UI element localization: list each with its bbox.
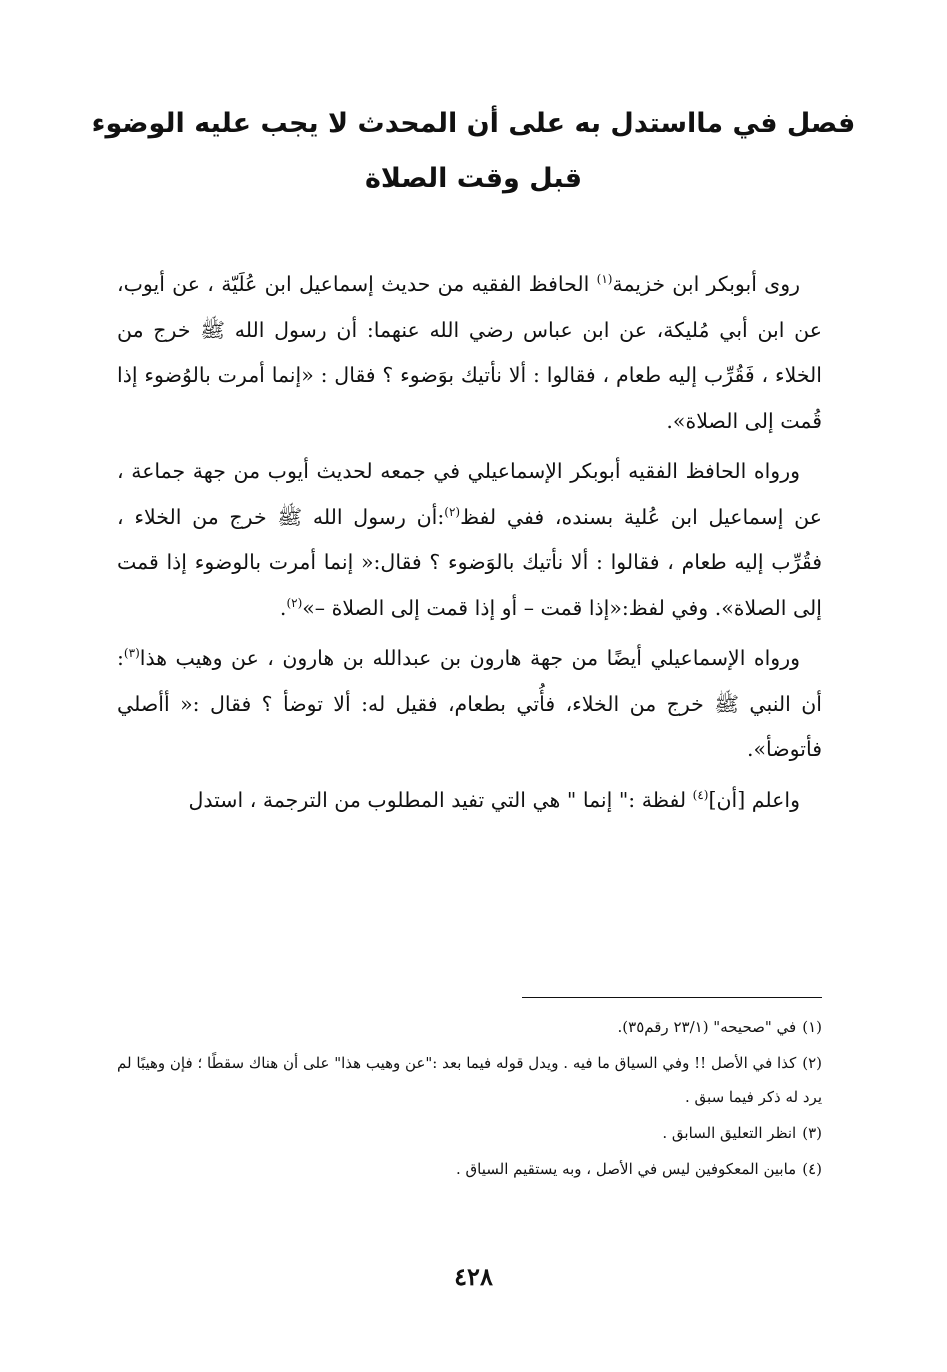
footnote-separator <box>522 997 822 998</box>
paragraph-text: : أن النبي ﷺ خرج من الخلاء، فأُتي بطعام، فقيل له: ألا توضأ ؟ فقال :« أأصلي فأتوضأ». <box>117 646 822 761</box>
footnote-4 <box>117 1152 822 1186</box>
chapter-title <box>80 96 867 206</box>
chapter-title-line-1: فصل في مااستدل به على أن المحدث لا يجب عليه الوضوء <box>91 108 856 139</box>
paragraph-text: روى أبوبكر ابن خزيمة <box>612 272 801 296</box>
paragraph-text: الحافظ الفقيه من حديث إسماعيل ابن عُلَيّة ، عن أيوب، عن ابن أبي مُليكة، عن ابن عباس رضي الله عنهما: أن رسول الله ﷺ خرج من الخلاء ، فَقُرِّب إليه طعام ، فقالوا : ألا نأتيك بوَضوء ؟ فقال : «إنما أمرت بالوُضوء إذا قُمت إلى الصلاة». <box>117 272 822 433</box>
paragraph-text: :أن رسول الله ﷺ خرج من الخلاء ، فقُرِّب إليه طعام ، فقالوا : ألا نأتيك بالوَضوء ؟ فقال:« إنما أمرت بالوضوء إذا قمت إلى الصلاة». وفي لفظ:«إذا قمت – أو إذا قمت إلى الصلاة –» <box>117 504 822 620</box>
paragraph-text: لفظة :" إنما " هي التي تفيد المطلوب من الترجمة ، استدل <box>188 787 693 812</box>
footnote-3 <box>117 1116 822 1150</box>
footnote-reference: (٣) <box>123 646 140 661</box>
page-number: ٤٢٨ <box>454 1262 493 1291</box>
paragraph-4 <box>117 778 822 824</box>
paragraph-text: ورواه الإسماعيلي أيضًا من جهة هارون بن عبدالله بن هارون ، عن وهيب هذا <box>139 646 800 670</box>
footnote-reference: (٤) <box>692 787 709 802</box>
chapter-title-line-2: قبل وقت الصلاة <box>364 163 583 194</box>
paragraph-text: واعلم [أن] <box>708 787 800 812</box>
paragraph-2 <box>117 449 822 631</box>
footnote-reference: (١) <box>596 272 613 287</box>
paragraph-3 <box>117 636 822 773</box>
paragraph-text: ورواه الحافظ الفقيه أبوبكر الإسماعيلي في جمعه لحديث أيوب من جهة جماعة ، عن إسماعيل ابن عُلية بسنده، ففي لفظ <box>117 459 823 529</box>
footnote-2 <box>117 1046 822 1114</box>
paragraph-text: . <box>279 595 287 620</box>
body-text <box>117 262 822 828</box>
footnote-marker: (١) <box>802 1018 822 1036</box>
paragraph-1 <box>117 262 822 444</box>
footnote-marker: (٣) <box>802 1124 822 1142</box>
footnote-text: كذا في الأصل !! وفي السياق ما فيه . ويدل قوله فيما بعد :"عن وهيب هذا" على أن هناك سقطًا ؛ فإن وهيبًا لم يرد له ذكر فيما سبق . <box>117 1054 822 1106</box>
footnote-text: مابين المعكوفين ليس في الأصل ، وبه يستقيم السياق . <box>455 1160 797 1178</box>
footnotes <box>117 1010 822 1188</box>
footnote-marker: (٢) <box>802 1054 822 1072</box>
footnote-text: انظر التعليق السابق . <box>662 1124 797 1142</box>
footnote-marker: (٤) <box>802 1160 822 1178</box>
footnote-1 <box>117 1010 822 1044</box>
footnote-reference: (٢) <box>444 504 461 519</box>
footnote-text: في "صحيحه" (٢٣/١ رقم٣٥). <box>617 1018 797 1036</box>
footnote-reference: (٢) <box>286 595 303 610</box>
